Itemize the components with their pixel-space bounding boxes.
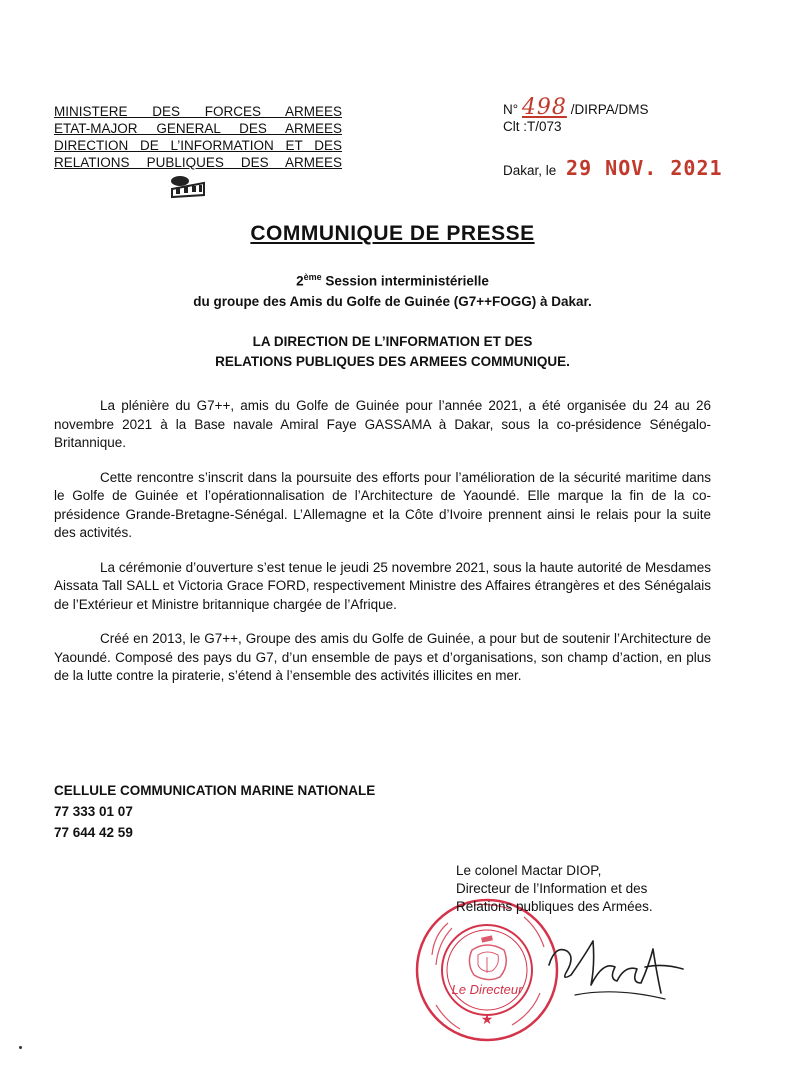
ministry-header (54, 103, 342, 171)
paragraph-4: Créé en 2013, le G7++, Groupe des amis du Golfe de Guinée, a pour but de soutenir l’Architecture de Yaoundé. Composé des pays du G7, d’un ensemble de pays et d’organisations, son champ d’action, en plus de la lutte contre la piraterie, s’étend à l’ensemble des activités illicites en mer. (54, 631, 711, 683)
reference-suffix: /DIRPA/DMS (570, 102, 649, 117)
scan-speck (19, 1046, 22, 1049)
subtitle-ordinal-sup: ème (303, 272, 322, 282)
reference-prefix: N° (503, 102, 519, 117)
reference-block (503, 95, 649, 135)
dirpa-emblem-icon (168, 173, 208, 199)
page-title (0, 222, 785, 246)
subtitle-line2: du groupe des Amis du Golfe de Guinée (G7++FOGG) à Dakar. (193, 293, 592, 309)
header-line-direction: DIRECTION DE L’INFORMATION ET DES (54, 138, 342, 153)
title-text: COMMUNIQUE DE PRESSE (250, 222, 535, 245)
direction-line1: LA DIRECTION DE L’INFORMATION ET DES (252, 334, 533, 349)
subtitle-line1: Session interministérielle (321, 273, 489, 289)
body-text (54, 397, 711, 702)
date-label: Dakar, le (503, 163, 557, 178)
signatory-line3: Relations publiques des Armées. (456, 899, 653, 914)
contact-title: CELLULE COMMUNICATION MARINE NATIONALE (54, 783, 376, 798)
contact-phone-2: 77 644 42 59 (54, 825, 133, 840)
reference-number: 498 (521, 95, 567, 120)
direction-line2: RELATIONS PUBLIQUES DES ARMEES COMMUNIQUE. (215, 354, 570, 369)
contact-phone-1: 77 333 01 07 (54, 804, 133, 819)
paragraph-3: La cérémonie d’ouverture s’est tenue le jeudi 25 novembre 2021, sous la haute autorité de Mesdames Aissata Tall SALL et Victoria Grace FORD, respectivement Ministre des Affaires étrangères et des Sénégalais de l’Extérieur et Ministre britannique chargée de l’Afrique. (54, 559, 711, 612)
header-line-staff: ETAT-MAJOR GENERAL DES ARMEES (54, 121, 342, 136)
subtitle-ordinal: 2 (296, 273, 304, 289)
signatory-line2: Directeur de l’Information et des (456, 881, 648, 896)
date-line (503, 156, 723, 180)
header-line-relations: RELATIONS PUBLIQUES DES ARMEES (54, 155, 342, 170)
seal-center-text: Le Directeur (451, 982, 523, 997)
signatory-block (456, 862, 653, 916)
handwritten-signature (545, 935, 685, 1010)
date-stamp: 29 NOV. 2021 (566, 156, 723, 180)
official-seal (412, 895, 562, 1045)
signatory-line1: Le colonel Mactar DIOP, (456, 863, 602, 878)
direction-heading (0, 332, 785, 372)
reference-classification: Clt :T/073 (503, 119, 562, 134)
subtitle (0, 267, 785, 312)
contact-block (54, 780, 375, 843)
paragraph-2: Cette rencontre s’inscrit dans la poursuite des efforts pour l’amélioration de la sécurité maritime dans le Golfe de Guinée et l’opérationnalisation de l’Architecture de Yaoundé. Elle marque la fin de la co-présidence Grande-Bretagne-Sénégal. L’Allemagne et la Côte d’Ivoire prennent ainsi le relais pour la suite des activités. (54, 469, 711, 540)
header-line-ministry: MINISTERE DES FORCES ARMEES (54, 104, 342, 119)
svg-text:★: ★ (480, 1011, 494, 1027)
paragraph-1: La plénière du G7++, amis du Golfe de Guinée pour l’année 2021, a été organisée du 24 au 26 novembre 2021 à la Base navale Amiral Faye GASSAMA à Dakar, sous la co-présidence Sénégalo-Britannique. (54, 398, 711, 450)
